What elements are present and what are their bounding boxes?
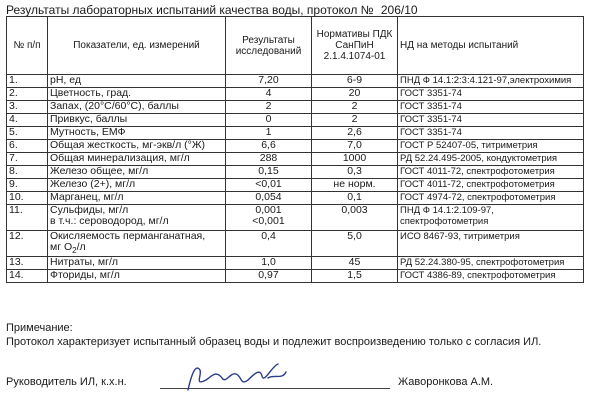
cell-indicator: Фториды, мг/л xyxy=(48,270,226,283)
cell-num: 12. xyxy=(7,231,48,257)
signature-scribble xyxy=(182,360,292,396)
cell-norm: 20 xyxy=(312,88,398,101)
cell-norm: 2 xyxy=(312,114,398,127)
cell-method xyxy=(398,205,584,231)
results-table xyxy=(6,16,584,283)
cell-num: 13. xyxy=(7,257,48,270)
cell-method: ИСО 8467-93, титриметрия xyxy=(398,231,584,257)
table-row xyxy=(7,192,584,205)
cell-method: ГОСТ Р 52407-05, титриметрия xyxy=(398,140,584,153)
cell-norm: 0,3 xyxy=(312,166,398,179)
cell-num: 4. xyxy=(7,114,48,127)
cell-norm: 1,5 xyxy=(312,270,398,283)
cell-indicator: Запах, (20°С/60°С), баллы xyxy=(48,101,226,114)
cell-num: 7. xyxy=(7,153,48,166)
cell-norm: не норм. xyxy=(312,179,398,192)
cell-method: РД 52.24.495-2005, кондуктометрия xyxy=(398,153,584,166)
header-results: Результаты исследований xyxy=(226,17,312,75)
cell-method: РД 52.24.380-95, спектрофотометрия xyxy=(398,257,584,270)
cell-result: 2 xyxy=(226,101,312,114)
cell-indicator xyxy=(48,231,226,257)
cell-norm: 7,0 xyxy=(312,140,398,153)
cell-num: 1. xyxy=(7,75,48,88)
header-norm: Нормативы ПДК СанПиН 2.1.4.1074-01 xyxy=(312,17,398,75)
cell-num: 6. xyxy=(7,140,48,153)
cell-num: 9. xyxy=(7,179,48,192)
signatory-role: Руководитель ИЛ, к.х.н. xyxy=(6,376,127,388)
cell-norm: 6-9 xyxy=(312,75,398,88)
cell-result: 0 xyxy=(226,114,312,127)
cell-indicator-line1: Сульфиды, мг/л xyxy=(50,204,129,216)
cell-method: ГОСТ 4386-89, спектрофотометрия xyxy=(398,270,584,283)
cell-indicator: Привкус, баллы xyxy=(48,114,226,127)
cell-norm: 2 xyxy=(312,101,398,114)
cell-indicator-line1: Окисляемость перманганатная, xyxy=(50,230,206,242)
protocol-number: 206/10 xyxy=(380,3,418,17)
table-row xyxy=(7,153,584,166)
cell-norm: 45 xyxy=(312,257,398,270)
cell-result: 1,0 xyxy=(226,257,312,270)
header-indicator: Показатели, ед. измерений xyxy=(48,17,226,75)
cell-method: ГОСТ 4011-72, спектрофотометрия xyxy=(398,179,584,192)
cell-result: <0,01 xyxy=(226,179,312,192)
table-row xyxy=(7,270,584,283)
cell-result: 0,4 xyxy=(226,231,312,257)
protocol-title-text: Результаты лабораторных испытаний качества воды, протокол № xyxy=(6,3,374,17)
cell-method: ГОСТ 3351-74 xyxy=(398,114,584,127)
cell-num: 10. xyxy=(7,192,48,205)
table-row xyxy=(7,166,584,179)
cell-norm: 0,1 xyxy=(312,192,398,205)
cell-method: ГОСТ 3351-74 xyxy=(398,127,584,140)
cell-method: ГОСТ 3351-74 xyxy=(398,88,584,101)
cell-method: ГОСТ 4974-72, спектрофотометрия xyxy=(398,192,584,205)
table-row xyxy=(7,75,584,88)
cell-indicator: Железо общее, мг/л xyxy=(48,166,226,179)
cell-indicator-line2: в т.ч.: сероводород, мг/л xyxy=(50,215,169,227)
cell-result: 6,6 xyxy=(226,140,312,153)
cell-num: 14. xyxy=(7,270,48,283)
cell-num: 3. xyxy=(7,101,48,114)
cell-norm: 2,6 xyxy=(312,127,398,140)
cell-indicator: Цветность, град. xyxy=(48,88,226,101)
cell-norm: 1000 xyxy=(312,153,398,166)
table-row xyxy=(7,231,584,257)
table-header-row xyxy=(7,17,584,75)
protocol-title xyxy=(6,3,418,17)
note-text: Протокол характеризует испытанный образец воды и подлежит воспроизведению только с согласия ИЛ. xyxy=(6,336,542,348)
cell-num: 11. xyxy=(7,205,48,231)
cell-result: 0,054 xyxy=(226,192,312,205)
table-row xyxy=(7,179,584,192)
cell-result: 0,15 xyxy=(226,166,312,179)
cell-result: 0,97 xyxy=(226,270,312,283)
cell-indicator: Мутность, ЕМФ xyxy=(48,127,226,140)
cell-indicator xyxy=(48,205,226,231)
cell-result xyxy=(226,205,312,231)
table-row xyxy=(7,257,584,270)
table-row xyxy=(7,140,584,153)
cell-result: 7,20 xyxy=(226,75,312,88)
cell-result: 4 xyxy=(226,88,312,101)
cell-result-line1: 0,001 xyxy=(255,204,282,216)
unit-prefix: мг O xyxy=(50,241,73,253)
cell-num: 5. xyxy=(7,127,48,140)
note-label: Примечание: xyxy=(6,322,73,334)
unit-suffix: /л xyxy=(76,241,86,253)
cell-norm: 5,0 xyxy=(312,231,398,257)
cell-method: ГОСТ 4011-72, спектрофотометрия xyxy=(398,166,584,179)
table-row xyxy=(7,101,584,114)
table-row xyxy=(7,114,584,127)
cell-indicator: Общая жесткость, мг-экв/л (°Ж) xyxy=(48,140,226,153)
cell-indicator: Нитраты, мг/л xyxy=(48,257,226,270)
table-row xyxy=(7,127,584,140)
header-method: НД на методы испытаний xyxy=(398,17,584,75)
cell-result: 1 xyxy=(226,127,312,140)
header-num: № п/п xyxy=(7,17,48,75)
cell-method-line1: ПНД Ф 14.1:2.109-97, xyxy=(400,205,494,216)
table-row xyxy=(7,88,584,101)
table-row xyxy=(7,205,584,231)
cell-indicator: pH, ед xyxy=(48,75,226,88)
cell-num: 2. xyxy=(7,88,48,101)
signatory-name: Жаворонкова А.М. xyxy=(398,376,494,388)
cell-method-line2: спектрофотометрия xyxy=(400,216,489,227)
cell-num: 8. xyxy=(7,166,48,179)
cell-method: ГОСТ 3351-74 xyxy=(398,101,584,114)
cell-result-line2: <0,001 xyxy=(252,215,285,227)
cell-method: ПНД Ф 14.1:2:3:4.121-97,электрохимия xyxy=(398,75,584,88)
cell-indicator-line2 xyxy=(50,242,223,256)
cell-indicator: Железо (2+), мг/л xyxy=(48,179,226,192)
cell-indicator: Общая минерализация, мг/л xyxy=(48,153,226,166)
cell-result: 288 xyxy=(226,153,312,166)
cell-indicator: Марганец, мг/л xyxy=(48,192,226,205)
cell-norm: 0,003 xyxy=(312,205,398,231)
unit-subscript: 2 xyxy=(72,246,77,256)
